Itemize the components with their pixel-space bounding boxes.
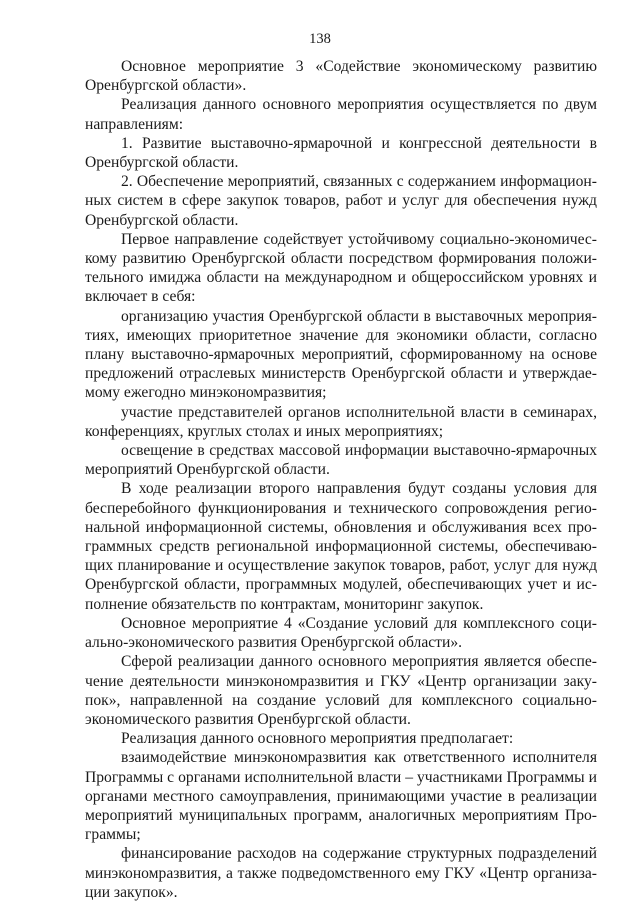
paragraph-financing: финансирование расходов на содержание структурных подразделений минэкономразвития, а также подведомственного ему ГКУ «Центр организации закупок». — [85, 845, 597, 901]
paragraph-exhibition-participation: организацию участия Оренбургской области в выставочных мероприятиях, имеющих приоритетное значение для экономики области, согласно плану выставочно-ярмарочных мероприятий, сформированному на основе предложений отраслевых министерств Оренбургской области и утверждаемому ежегодно минэкономразвития; — [85, 307, 597, 402]
paragraph-main-event-4-title: Основное мероприятие 4 «Создание условий для комплексного социально-экономического развития Оренбургской области». — [85, 614, 597, 652]
paragraph-media-coverage: освещение в средствах массовой информации выставочно-ярмарочных мероприятий Оренбургской области. — [85, 442, 597, 479]
document-body — [85, 57, 597, 902]
page-number: 138 — [309, 31, 331, 47]
paragraph-seminar-participation: участие представителей органов исполнительной власти в семинарах, конференциях, круглых столах и иных мероприятиях; — [85, 403, 597, 440]
paragraph-interaction: взаимодействие минэкономразвития как ответственного исполнителя Программы с органами исполнительной власти – участниками Программы и органами местного самоуправления, принимающими участие в реализации мероприятий муниципальных программ, аналогичных мероприятиям Программы; — [85, 749, 597, 844]
paragraph-two-directions-intro: Реализация данного основного мероприятия осуществляется по двум направлениям: — [85, 96, 597, 133]
paragraph-first-direction-description: Первое направление содействует устойчивому социально-экономическому развитию Оренбургской области посредством формирования положительного имиджа области на международном и общероссийском уровнях и включает в себя: — [85, 230, 597, 306]
paragraph-direction-2: 2. Обеспечение мероприятий, связанных с содержанием информационных систем в сфере закупок товаров, работ и услуг для обеспечения нужд Оренбургской области. — [85, 173, 597, 229]
paragraph-main-event-3-title: Основное мероприятие 3 «Содействие экономическому развитию Оренбургской области». — [85, 58, 597, 95]
paragraph-implementation-intro: Реализация данного основного мероприятия предполагает: — [121, 730, 514, 748]
paragraph-second-direction-results: В ходе реализации второго направления будут созданы условия для бесперебойного функционирования и технического сопровождения региональной информационной системы, обновления и обслуживания всех программных средств региональной информационной системы, обеспечивающих планирование и осуществление закупок товаров, работ, услуг для нужд Оренбургской области, программных модулей, обеспечивающих учет и исполнение обязательств по контрактам, мониторинг закупок. — [85, 480, 597, 613]
paragraph-direction-1: 1. Развитие выставочно-ярмарочной и конгрессной деятельности в Оренбургской области. — [85, 134, 597, 172]
paragraph-main-event-4-scope: Сферой реализации данного основного мероприятия является обеспечение деятельности минэкономразвития и ГКУ «Центр организации закупок», направленной на создание условий для комплексного социально-экономического развития Оренбургской области. — [85, 653, 597, 728]
